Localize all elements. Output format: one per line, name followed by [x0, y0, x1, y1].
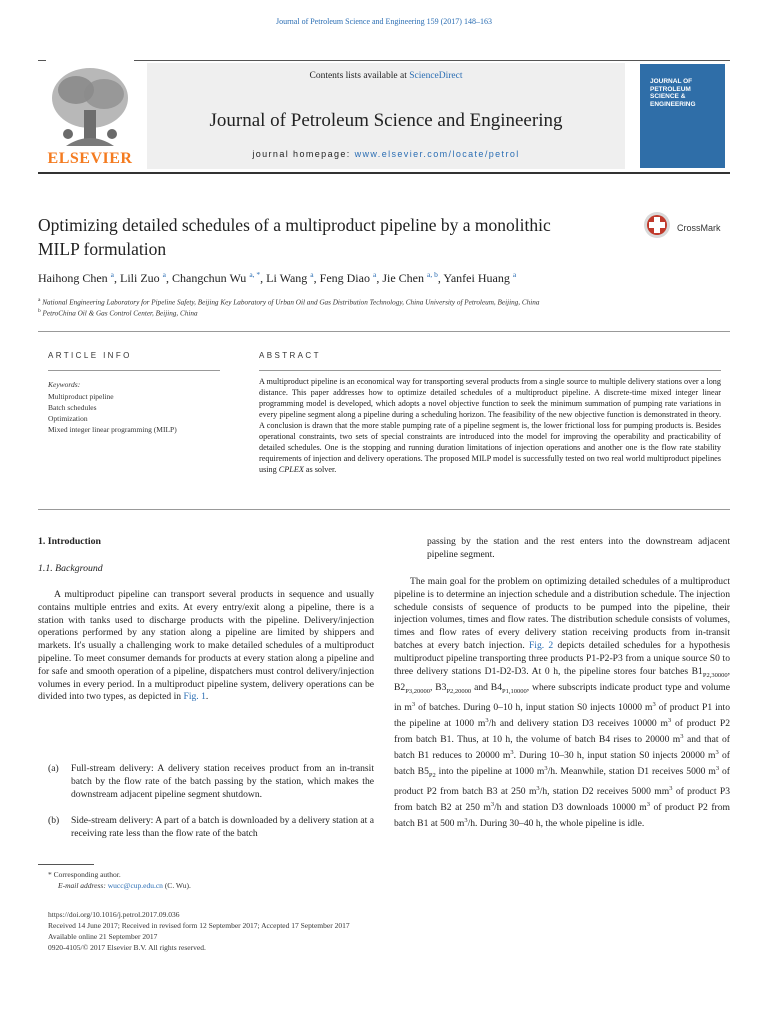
front-matter-end-rule: [38, 509, 730, 510]
crossmark-badge[interactable]: [642, 210, 742, 240]
paper-title: [38, 213, 628, 261]
list-item-b: [38, 815, 374, 841]
masthead-top-rule: [38, 60, 730, 61]
fig1-link[interactable]: Fig. 1: [183, 691, 206, 703]
author-affil-sup: a: [162, 270, 167, 279]
journal-homepage-line: [147, 149, 625, 159]
list-item-b-continued: passing by the station and the rest enters into the downstream adjacent pipeline segment.: [427, 536, 730, 560]
list-label: (b): [48, 815, 60, 826]
email-link[interactable]: wucc@cup.edu.cn: [107, 881, 163, 890]
keyword: Mixed integer linear programming (MILP): [48, 425, 177, 434]
keyword: Optimization: [48, 414, 88, 423]
keyword: Batch schedules: [48, 403, 97, 412]
author-affil-sup: a: [372, 270, 377, 279]
list-text: Side-stream delivery: A part of a batch is downloaded by a delivery station at a receiving rate less than the flow rate of the batch: [71, 815, 374, 839]
author-list: Haihong Chen $^a$, Lili Zuo $^a$, Changchun Wu $^{a, *}$, Li Wang $^a$, Feng Diao $^a$, Jie Chen $^{a, b}$, Yanfei Huang $^a$: [38, 270, 517, 285]
author-affil-sup: a: [110, 270, 114, 279]
copyright: 0920-4105/© 2017 Elsevier B.V. All rights reserved.: [48, 943, 206, 952]
doi-link[interactable]: https://doi.org/10.1016/j.petrol.2017.09.036: [48, 910, 180, 919]
masthead-bottom-rule: [38, 172, 730, 174]
homepage-prefix: journal homepage:: [252, 149, 355, 159]
affiliation-sup: a: [38, 297, 41, 303]
journal-cover-thumbnail[interactable]: [640, 64, 725, 168]
affiliation-b: [38, 308, 738, 317]
author-affil-sup: a: [310, 270, 314, 279]
author[interactable]: Jie Chen $^{a, b}$: [382, 270, 438, 285]
subsection-heading-background: 1.1. Background: [38, 563, 103, 574]
author[interactable]: Changchun Wu $^{a, *}$: [172, 270, 261, 285]
contents-line: [147, 71, 625, 81]
masthead-panel: [147, 63, 625, 169]
crossmark-label: CrossMark: [677, 223, 721, 233]
affiliation-rule: [38, 331, 730, 332]
author[interactable]: Lili Zuo $^a$: [120, 270, 167, 285]
crossmark-icon: [642, 210, 672, 240]
affiliation-sup: b: [38, 308, 41, 314]
received-dates: Received 14 June 2017; Received in revised form 12 September 2017; Accepted 17 September 2017: [48, 921, 350, 930]
author-affil-sup: a: [512, 270, 517, 279]
affiliation-text: PetroChina Oil & Gas Control Center, Beijing, China: [42, 309, 198, 318]
affiliation-text: National Engineering Laboratory for Pipeline Safety, Beijing Key Laboratory of Urban Oil and Gas Distribution Technology, China University of Petroleum, Beijing, China: [42, 298, 540, 307]
email-note: E-mail address: wucc@cup.edu.cn (C. Wu).: [58, 881, 191, 890]
affiliation-a: [38, 297, 738, 306]
article-info-heading: ARTICLE INFO: [48, 351, 132, 360]
corresponding-author-note: * Corresponding author.: [48, 870, 121, 879]
list-text: Full-stream delivery: A delivery station receives product from an in-transit batch by the flow rate of the batch passing by the station, which makes the downstream adjacent pipeline segment shutdown.: [71, 763, 374, 800]
author-affil-sup: a, *: [249, 270, 261, 279]
list-label: (a): [48, 763, 59, 774]
cover-title: JOURNAL OF PETROLEUM SCIENCE & ENGINEERING: [650, 78, 696, 108]
publisher-name: ELSEVIER: [47, 150, 133, 167]
journal-citation[interactable]: Journal of Petroleum Science and Engineering 159 (2017) 148–163: [276, 17, 492, 26]
author[interactable]: Haihong Chen $^a$: [38, 270, 114, 285]
section-heading-introduction: 1. Introduction: [38, 536, 101, 547]
goal-paragraph: The main goal for the problem on optimizing detailed schedules of a multiproduct pipeline is to determine an injection schedule and a distribution schedule. The injection schedule consists of sequence of products to be pumped into the pipeline, their injection volumes, times and flow rates. The distribution schedule consists of volumes, times and flow rates of every delivery station receiving products from in-transit batches at every batch injection. Fig. 2 depicts detailed schedules for a hypothesis multiproduct pipeline transporting three products P1-P2-P3 from a unique source S0 to three delivery stations D1-D2-D3. At 0 h, the pipeline stores four batches $B1_{P2,30000}$, $B2_{P3,20000}$, $B3_{P2,20000}$ and $B4_{P1,10000}$, where subscripts indicate product type and volume in $m^3$ of batches. During 0–10 h, input station S0 injects 10000 $m^3$ of product P1 into the pipeline at 1000 $m^3/h$ and delivery station D3 receives 10000 $m^3$ of product P2 from batch B1. Thus, at 10 h, the volume of batch B4 rises to 20000 $m^3$ and that of batch B1 reduces to 20000 $m^3$. During 10–30 h, input station S0 injects 20000 $m^3$ of batch $B5_{P2}$ into the pipeline at 1000 $m^3/h$. Meanwhile, station D1 receives 5000 $m^3$ of product P2 from batch B3 at 250 $m^3/h$, station D2 receives 5000 $mm^3$ of product P3 from batch B2 at 250 $m^3/h$ and station D3 downloads 10000 $m^3$ of product P2 from batch B1 at 500 $m^3/h$. During 30–40 h, the whole pipeline is idle.: [394, 576, 731, 829]
intro-paragraph: A multiproduct pipeline can transport several products in sequence and usually contains multiple entries and exits. At every entry/exit along a pipeline, there is a station with tanks used to discharge products with the pipeline. Delivery/injection operations performed by any station along a pipeline are limited by shippers and markets. It's usually a challenging work to make detailed schedules of a multiproduct pipeline. To meet consumer demands for products at every station along a pipeline and for safe and smooth operation of a pipeline, dispatchers must control delivery/injection volumes in every period. In a multiproduct pipeline system, delivery operations can be divided into two types, as depicted in Fig. 1.: [38, 589, 374, 703]
abstract-rule: [259, 370, 721, 371]
sciencedirect-link[interactable]: ScienceDirect: [409, 71, 463, 81]
abstract-text: A multiproduct pipeline is an economical way for transporting several products from a single source to multiple delivery stations over a long distance. This paper addresses how to optimize detailed schedules of a multiproduct pipeline. A discrete-time mixed integer linear programming model is developed, which adopts a novel objective function to seek the minimum summation of pumping rate variations in every pipeline segment along a pipeline during a scheduling horizon. The feasibility of the new objective function is demonstrated in theory. A conclusion is drawn that the more stable pumping rate of a pipeline segment is, the lower frictional loss for pumping products is. Besides operational constraints, two sets of special constraints are introduced into the model for improving the operability and practicability of detailed schedules. One is the stopping and running duration limitations of injection operations and another one is the flow rate stability requirements of injection and delivery operations. The proposed MILP model is successfully tested on two real world multiproduct pipelines using CPLEX as solver.: [259, 377, 721, 474]
article-info-rule: [48, 370, 220, 371]
author[interactable]: Li Wang $^a$: [266, 270, 314, 285]
abstract-heading: ABSTRACT: [259, 351, 321, 360]
contents-prefix: Contents lists available at: [309, 71, 410, 81]
keyword: Multiproduct pipeline: [48, 392, 114, 401]
available-online: Available online 21 September 2017: [48, 932, 158, 941]
paper-title-line-1: Optimizing detailed schedules of a multiproduct pipeline by a monolithic: [38, 215, 551, 235]
list-item-a: [38, 763, 374, 803]
journal-title: Journal of Petroleum Science and Engineering: [209, 110, 563, 131]
author[interactable]: Yanfei Huang $^a$: [443, 270, 517, 285]
author-affil-sup: a, b: [426, 270, 438, 279]
footnote-rule: [38, 864, 94, 865]
cplex-term: CPLEX: [278, 465, 304, 474]
author[interactable]: Feng Diao $^a$: [319, 270, 377, 285]
keywords-list: [48, 391, 177, 435]
fig2-link[interactable]: Fig. 2: [528, 639, 554, 651]
paper-title-line-2: MILP formulation: [38, 239, 167, 259]
keywords-label: Keywords:: [48, 380, 81, 389]
homepage-link[interactable]: www.elsevier.com/locate/petrol: [354, 149, 520, 159]
